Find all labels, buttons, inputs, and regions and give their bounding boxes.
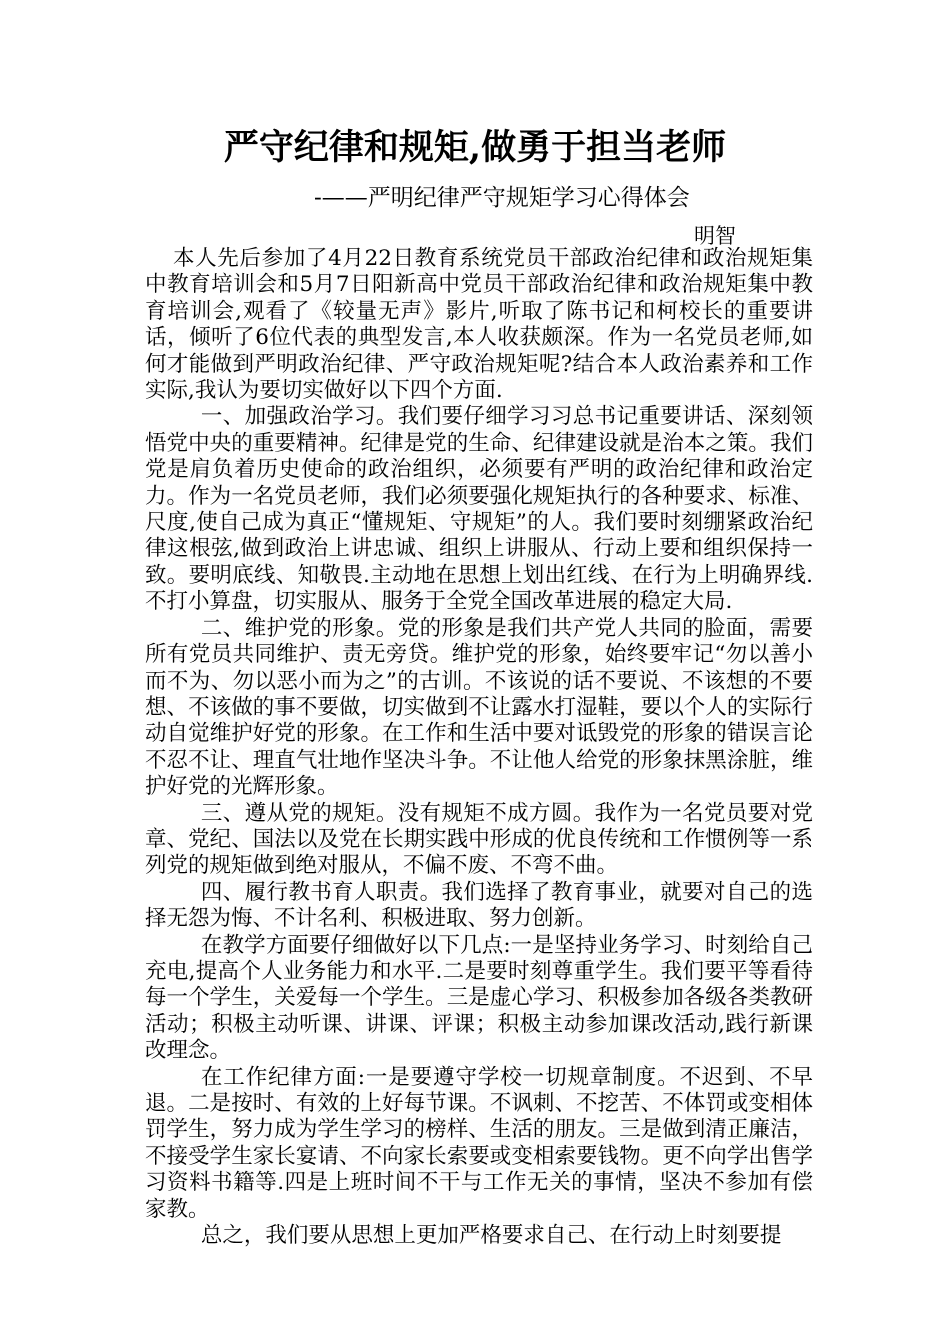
- paragraph-teaching-duty: 四、履行教书育人职责。我们选择了教育事业，就要对自己的选择无怨为悔、不计名利、积极进取、努力创新。: [145, 879, 813, 932]
- paragraph-work-discipline: 在工作纪律方面:一是要遵守学校一切规章制度。不迟到、不早退。二是按时、有效的上好每节课。不讽刺、不挖苦、不体罚或变相体罚学生，努力成为学生学习的榜样、生活的朋友。三是做到清正廉洁，不接受学生家长宴请、不向家长索要或变相索要钱物。更不向学出售学习资料书籍等.四是上班时间不干与工作无关的事情，坚决不参加有偿家教。: [145, 1064, 813, 1222]
- paragraph-teaching-aspects: 在教学方面要仔细做好以下几点:一是坚持业务学习、时刻给自己充电,提高个人业务能力和水平.二是要时刻尊重学生。我们要平等看待每一个学生，关爱每一个学生。三是虚心学习、积极参加各级各类教研活动；积极主动听课、讲课、评课；积极主动参加课改活动,践行新课改理念。: [145, 932, 813, 1064]
- paragraph-political-study: 一、加强政治学习。我们要仔细学习习总书记重要讲话、深刻领悟党中央的重要精神。纪律是党的生命、纪律建设就是治本之策。我们党是肩负着历史使命的政治组织，必须要有严明的政治纪律和政治定力。作为一名党员老师，我们必须要强化规矩执行的各种要求、标准、尺度,使自己成为真正“懂规矩、守规矩”的人。我们要时刻绷紧政治纪律这根弦,做到政治上讲忠诚、组织上讲服从、行动上要和组织保持一致。要明底线、知敬畏.主动地在思想上划出红线、在行为上明确界线.不打小算盘，切实服从、服务于全党全国改革进展的稳定大局.: [145, 404, 813, 615]
- document-subtitle: -——严明纪律严守规矩学习心得体会: [314, 185, 690, 211]
- document-body: [145, 246, 813, 1249]
- document-author: 明智: [694, 224, 736, 248]
- paragraph-party-image: 二、维护党的形象。党的形象是我们共产党人共同的脸面，需要所有党员共同维护、责无旁贷。维护党的形象，始终要牢记“勿以善小而不为、勿以恶小而为之”的古训。不该说的话不要说、不该想的不要想、不该做的事不要做，切实做到不让露水打湿鞋，要以个人的实际行动自觉维护好党的形象。在工作和生活中要对诋毁党的形象的错误言论不忍不让、理直气壮地作坚决斗争。不让他人给党的形象抹黑涂脏，维护好党的光辉形象。: [145, 615, 813, 800]
- paragraph-intro: 本人先后参加了4月22日教育系统党员干部政治纪律和政治规矩集中教育培训会和5月7日阳新高中党员干部政治纪律和政治规矩集中教育培训会,观看了《较量无声》影片,听取了陈书记和柯校长的重要讲话，倾听了6位代表的典型发言,本人收获颇深。作为一名党员老师,如何才能做到严明政治纪律、严守政治规矩呢?结合本人政治素养和工作实际,我认为要切实做好以下四个方面.: [145, 246, 813, 404]
- paragraph-party-rules: 三、遵从党的规矩。没有规矩不成方圆。我作为一名党员要对党章、党纪、国法以及党在长期实践中形成的优良传统和工作惯例等一系列党的规矩做到绝对服从，不偏不废、不弯不曲。: [145, 800, 813, 879]
- paragraph-conclusion: 总之，我们要从思想上更加严格要求自己、在行动上时刻要提: [200, 1223, 782, 1249]
- document-title: 严守纪律和规矩,做勇于担当老师: [223, 127, 727, 168]
